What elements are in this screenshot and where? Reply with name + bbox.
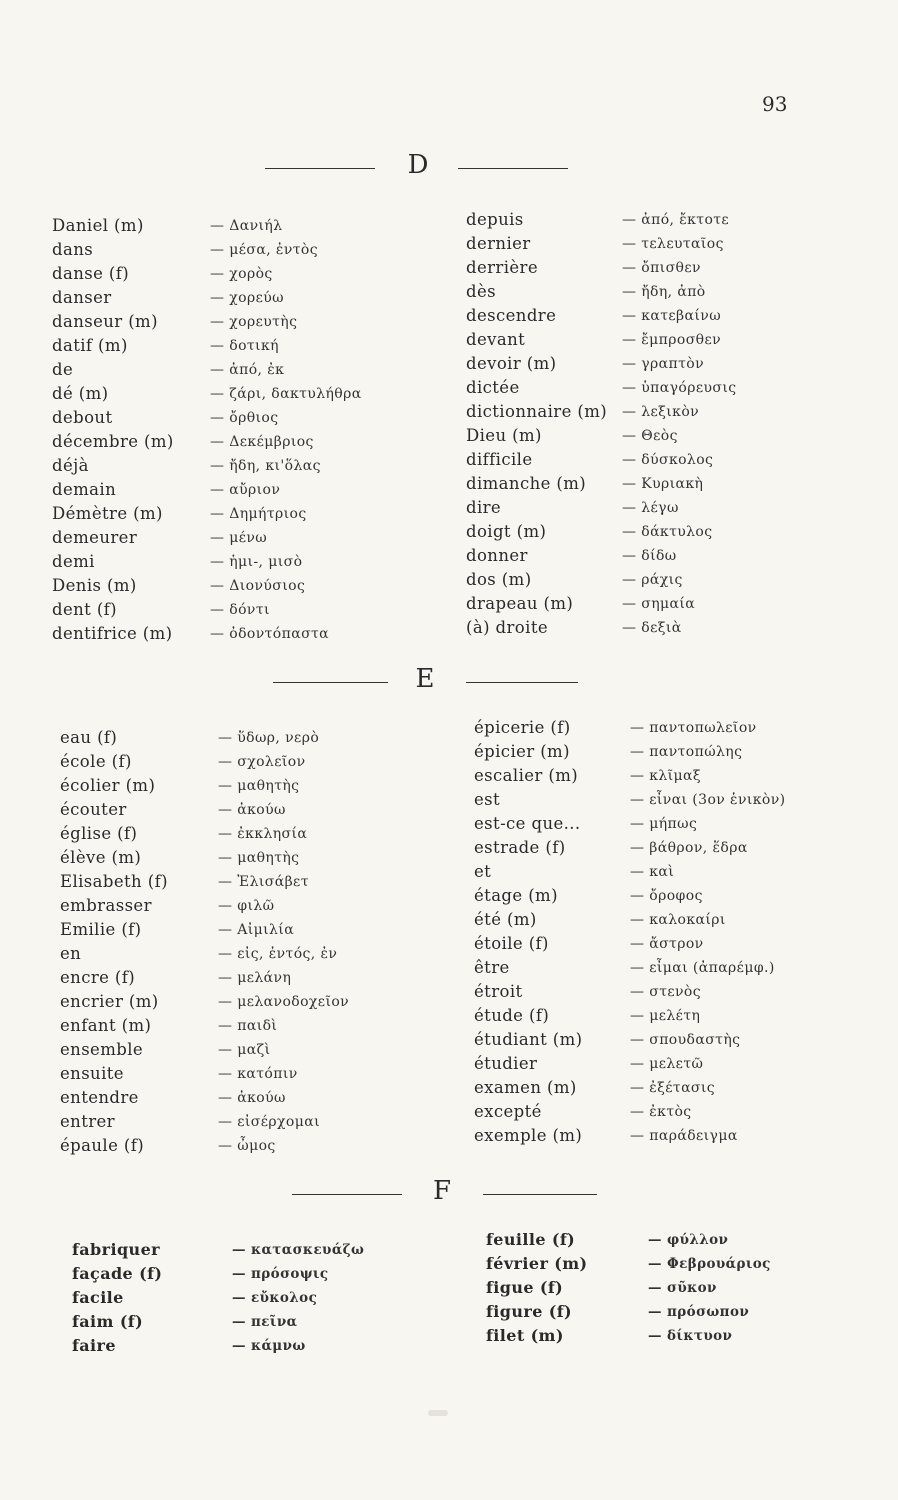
french-word: devoir (m) [466, 354, 557, 373]
greek-translation: — ὄπισθεν [622, 260, 701, 276]
greek-translation: — ζάρι, δακτυλήθρα [210, 386, 362, 402]
french-word: entrer [60, 1112, 115, 1131]
greek-translation: — εἰς, ἐντός, ἐν [218, 946, 338, 962]
french-word: étoile (f) [474, 934, 549, 953]
greek-translation: — μαθητὴς [218, 850, 300, 866]
greek-translation: — μαζὶ [218, 1042, 271, 1058]
greek-translation: — ἤδη, κι'ὅλας [210, 458, 321, 474]
french-word: en [60, 944, 82, 963]
greek-translation: — καλοκαίρι [630, 912, 726, 928]
french-word: écouter [60, 800, 127, 819]
french-word: difficile [466, 450, 533, 469]
greek-translation: — λέγω [622, 500, 679, 516]
french-word: église (f) [60, 824, 138, 843]
french-word: étude (f) [474, 1006, 550, 1025]
greek-translation: — χορευτὴς [210, 314, 298, 330]
french-word: école (f) [60, 752, 132, 771]
french-word: enfant (m) [60, 1016, 152, 1035]
french-word: descendre [466, 306, 557, 325]
greek-translation: — δάκτυλος [622, 524, 713, 540]
french-word: exemple (m) [474, 1126, 583, 1145]
greek-translation: — ἐξέτασις [630, 1080, 716, 1096]
french-word: demeurer [52, 528, 138, 547]
greek-translation: — Διονύσιος [210, 578, 306, 594]
header-rule-right [458, 168, 568, 169]
ink-smudge [428, 1410, 448, 1416]
french-word: dernier [466, 234, 531, 253]
greek-translation: — Δημήτριος [210, 506, 307, 522]
greek-translation: — αὔριον [210, 482, 281, 498]
french-word: Elisabeth (f) [60, 872, 168, 891]
section-letter: F [432, 1176, 452, 1206]
french-word: de [52, 360, 74, 379]
greek-translation: — μελέτη [630, 1008, 701, 1024]
greek-translation: — κατασκευάζω [232, 1242, 365, 1258]
greek-translation: — πρόσωπον [648, 1304, 750, 1320]
french-word: dictée [466, 378, 520, 397]
greek-translation: — παράδειγμα [630, 1128, 738, 1144]
greek-translation: — εἶναι (3ον ἑνικὸν) [630, 792, 786, 808]
header-rule-left [273, 682, 388, 683]
french-word: donner [466, 546, 528, 565]
french-word: examen (m) [474, 1078, 577, 1097]
greek-translation: — Δανιήλ [210, 218, 283, 234]
french-word: épaule (f) [60, 1136, 145, 1155]
greek-translation: — ράχις [622, 572, 683, 588]
greek-translation: — ἀπό, ἔκτοτε [622, 212, 730, 228]
header-rule-left [265, 168, 375, 169]
french-word: figue (f) [486, 1278, 564, 1297]
french-word: fabriquer [72, 1240, 160, 1259]
greek-translation: — μελανοδοχεῖον [218, 994, 350, 1010]
french-word: Emilie (f) [60, 920, 142, 939]
french-word: dans [52, 240, 94, 259]
french-word: étudiant (m) [474, 1030, 583, 1049]
french-word: encre (f) [60, 968, 136, 987]
greek-translation: — σῦκον [648, 1280, 717, 1296]
greek-translation: — φιλῶ [218, 898, 275, 914]
greek-translation: — Δεκέμβριος [210, 434, 314, 450]
greek-translation: — σπουδαστὴς [630, 1032, 741, 1048]
french-word: ensemble [60, 1040, 144, 1059]
greek-translation: — μέσα, ἐντὸς [210, 242, 318, 258]
french-word: décembre (m) [52, 432, 174, 451]
greek-translation: — εἰσέρχομαι [218, 1114, 320, 1130]
greek-translation: — σχολεῖον [218, 754, 306, 770]
french-word: dent (f) [52, 600, 118, 619]
french-word: faire [72, 1336, 116, 1355]
french-word: été (m) [474, 910, 537, 929]
greek-translation: — εὔκολος [232, 1290, 318, 1306]
french-word: étudier [474, 1054, 538, 1073]
greek-translation: — τελευταῖος [622, 236, 724, 252]
greek-translation: — κλῖμαξ [630, 768, 702, 784]
greek-translation: — δύσκολος [622, 452, 714, 468]
french-word: drapeau (m) [466, 594, 574, 613]
french-word: dimanche (m) [466, 474, 587, 493]
french-word: dentifrice (m) [52, 624, 173, 643]
french-word: est [474, 790, 501, 809]
greek-translation: — μήπως [630, 816, 698, 832]
greek-translation: — παντοπώλης [630, 744, 743, 760]
page-number: 93 [762, 92, 788, 116]
section-header-e [0, 664, 898, 694]
greek-translation: — ὀδοντόπαστα [210, 626, 330, 642]
french-word: épicier (m) [474, 742, 570, 761]
greek-translation: — ἔμπροσθεν [622, 332, 722, 348]
greek-translation: — καὶ [630, 864, 675, 880]
greek-translation: — μαθητὴς [218, 778, 300, 794]
french-word: danseur (m) [52, 312, 158, 331]
french-word: escalier (m) [474, 766, 579, 785]
header-rule-right [483, 1194, 597, 1195]
french-word: depuis [466, 210, 524, 229]
greek-translation: — λεξικὸν [622, 404, 700, 420]
french-word: excepté [474, 1102, 542, 1121]
greek-translation: — δίκτυον [648, 1328, 733, 1344]
greek-translation: — βάθρον, ἕδρα [630, 840, 748, 856]
french-word: danse (f) [52, 264, 130, 283]
french-word: (à) droite [466, 618, 549, 637]
french-word: déjà [52, 456, 89, 475]
header-rule-left [292, 1194, 402, 1195]
greek-translation: — εἶμαι (ἀπαρέμφ.) [630, 960, 775, 976]
greek-translation: — γραπτὸν [622, 356, 704, 372]
greek-translation: — δίδω [622, 548, 677, 564]
french-word: dé (m) [52, 384, 109, 403]
french-word: figure (f) [486, 1302, 572, 1321]
french-word: entendre [60, 1088, 139, 1107]
greek-translation: — ἀκούω [218, 1090, 286, 1106]
french-word: embrasser [60, 896, 152, 915]
french-word: dès [466, 282, 496, 301]
french-word: ensuite [60, 1064, 124, 1083]
greek-translation: — ὄροφος [630, 888, 703, 904]
section-header-f [0, 1176, 898, 1206]
greek-translation: — Φεβρουάριος [648, 1256, 771, 1272]
greek-translation: — δοτική [210, 338, 279, 354]
french-word: faim (f) [72, 1312, 144, 1331]
french-word: demi [52, 552, 95, 571]
greek-translation: — χορὸς [210, 266, 273, 282]
greek-translation: — σημαία [622, 596, 696, 612]
french-word: filet (m) [486, 1326, 564, 1345]
french-word: doigt (m) [466, 522, 547, 541]
greek-translation: — κατόπιν [218, 1066, 298, 1082]
french-word: debout [52, 408, 113, 427]
greek-translation: — ὄρθιος [210, 410, 279, 426]
greek-translation: — ὦμος [218, 1138, 276, 1154]
greek-translation: — μελετῶ [630, 1056, 704, 1072]
greek-translation: — Αἰμιλία [218, 922, 295, 938]
greek-translation: — ἀπό, ἐκ [210, 362, 285, 378]
french-word: feuille (f) [486, 1230, 576, 1249]
greek-translation: — ὕδωρ, νερὸ [218, 730, 320, 746]
french-word: datif (m) [52, 336, 128, 355]
french-word: être [474, 958, 510, 977]
greek-translation: — Κυριακὴ [622, 476, 704, 492]
french-word: Denis (m) [52, 576, 137, 595]
french-word: demain [52, 480, 117, 499]
greek-translation: — δόντι [210, 602, 270, 618]
header-rule-right [466, 682, 578, 683]
french-word: Daniel (m) [52, 216, 144, 235]
greek-translation: — ἡμι-, μισὸ [210, 554, 303, 570]
greek-translation: — πεῖνα [232, 1314, 298, 1330]
french-word: épicerie (f) [474, 718, 571, 737]
french-word: étage (m) [474, 886, 558, 905]
greek-translation: — δεξιὰ [622, 620, 682, 636]
french-word: devant [466, 330, 526, 349]
french-word: dos (m) [466, 570, 532, 589]
french-word: étroit [474, 982, 523, 1001]
greek-translation: — ἄστρον [630, 936, 704, 952]
greek-translation: — μελάνη [218, 970, 292, 986]
greek-translation: — ἤδη, ἀπὸ [622, 284, 706, 300]
section-letter: E [415, 664, 435, 694]
greek-translation: — χορεύω [210, 290, 284, 306]
french-word: février (m) [486, 1254, 588, 1273]
french-word: estrade (f) [474, 838, 566, 857]
french-word: derrière [466, 258, 538, 277]
french-word: façade (f) [72, 1264, 163, 1283]
french-word: Démètre (m) [52, 504, 163, 523]
greek-translation: — μένω [210, 530, 268, 546]
french-word: est-ce que... [474, 814, 581, 833]
french-word: dictionnaire (m) [466, 402, 608, 421]
french-word: élève (m) [60, 848, 142, 867]
greek-translation: — κατεβαίνω [622, 308, 722, 324]
french-word: Dieu (m) [466, 426, 542, 445]
greek-translation: — ἐκτὸς [630, 1104, 692, 1120]
french-word: encrier (m) [60, 992, 159, 1011]
greek-translation: — ἐκκλησία [218, 826, 308, 842]
greek-translation: — κάμνω [232, 1338, 306, 1354]
greek-translation: — παιδὶ [218, 1018, 278, 1034]
greek-translation: — Ἐλισάβετ [218, 874, 309, 890]
greek-translation: — στενὸς [630, 984, 701, 1000]
french-word: eau (f) [60, 728, 118, 747]
greek-translation: — πρόσοψις [232, 1266, 329, 1282]
french-word: écolier (m) [60, 776, 156, 795]
greek-translation: — ἀκούω [218, 802, 286, 818]
section-header-d [0, 150, 898, 180]
greek-translation: — φύλλον [648, 1232, 729, 1248]
greek-translation: — ὑπαγόρευσις [622, 380, 737, 396]
greek-translation: — Θεὸς [622, 428, 678, 444]
greek-translation: — παντοπωλεῖον [630, 720, 757, 736]
section-letter: D [407, 150, 429, 180]
french-word: dire [466, 498, 502, 517]
french-word: et [474, 862, 492, 881]
french-word: facile [72, 1288, 124, 1307]
french-word: danser [52, 288, 112, 307]
